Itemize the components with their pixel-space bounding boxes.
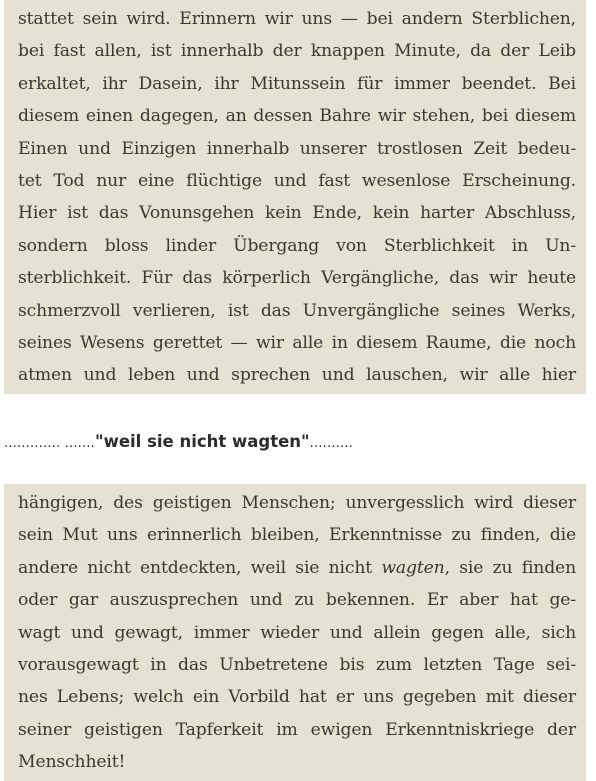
text-line: oder gar auszusprechen und zu bekennen. Er aber hat ge- xyxy=(18,590,576,611)
text-line: bei fast allen, ist innerhalb der knappen Minute, da der Leib xyxy=(18,41,576,62)
text-line: sterblichkeit. Für das körperlich Vergängliche, das wir heute xyxy=(18,268,576,289)
text-line: Hier ist das Vonunsgehen kein Ende, kein harter Abschluss, xyxy=(18,203,576,224)
text-line: schmerzvoll verlieren, ist das Unvergängliche seines Werks, xyxy=(18,300,576,321)
text-line-with-emphasis xyxy=(18,552,576,584)
text-line: diesem einen dagegen, an dessen Bahre wir stehen, bei diesem xyxy=(18,106,576,127)
caption-dots-leading: ............. ....... xyxy=(4,436,95,451)
text-line: erkaltet, ihr Dasein, ihr Mitunssein für immer beendet. Bei xyxy=(18,73,576,94)
text-line: tet Tod nur eine flüchtige und fast wesenlose Erscheinung. xyxy=(18,170,576,191)
text-line: atmen und leben und sprechen und lauschen, wir alle hier xyxy=(18,365,576,386)
text-line: seiner geistigen Tapferkeit im ewigen Erkenntniskriege der xyxy=(18,719,576,740)
text-line: hängigen, des geistigen Menschen; unvergesslich wird dieser xyxy=(18,493,576,513)
book-scan-excerpt-top xyxy=(4,0,586,394)
text-line: vorausgewagt in das Unbetretene bis zum letzten Tage sei- xyxy=(18,654,576,675)
text-line: sondern bloss linder Übergang von Sterblichkeit in Un- xyxy=(18,235,576,256)
text-line: nes Lebens; welch ein Vorbild hat er uns gegeben mit dieser xyxy=(18,687,576,708)
quote-caption xyxy=(4,430,353,454)
line-segment: andere nicht entdeckten, weil sie nicht xyxy=(18,557,382,578)
text-line: Einen und Einzigen innerhalb unserer trostlosen Zeit bedeu- xyxy=(18,138,576,159)
caption-quote: "weil sie nicht wagten" xyxy=(94,432,310,451)
text-line: seines Wesens gerettet — wir alle in diesem Raume, die noch xyxy=(18,332,576,353)
text-line: stattet sein wird. Erinnern wir uns — bei andern Sterblichen, xyxy=(18,9,576,29)
text-line: wagt und gewagt, immer wieder und allein gegen alle, sich xyxy=(18,622,576,643)
line-segment: , sie zu finden xyxy=(444,557,576,578)
book-scan-excerpt-bottom xyxy=(4,484,586,781)
text-line: sein Mut uns erinnerlich bleiben, Erkenntnisse zu finden, die xyxy=(18,525,576,546)
text-line: Menschheit! xyxy=(18,752,126,773)
caption-dots-trailing: .......... xyxy=(309,436,353,451)
emphasized-word: wagten xyxy=(381,557,445,578)
